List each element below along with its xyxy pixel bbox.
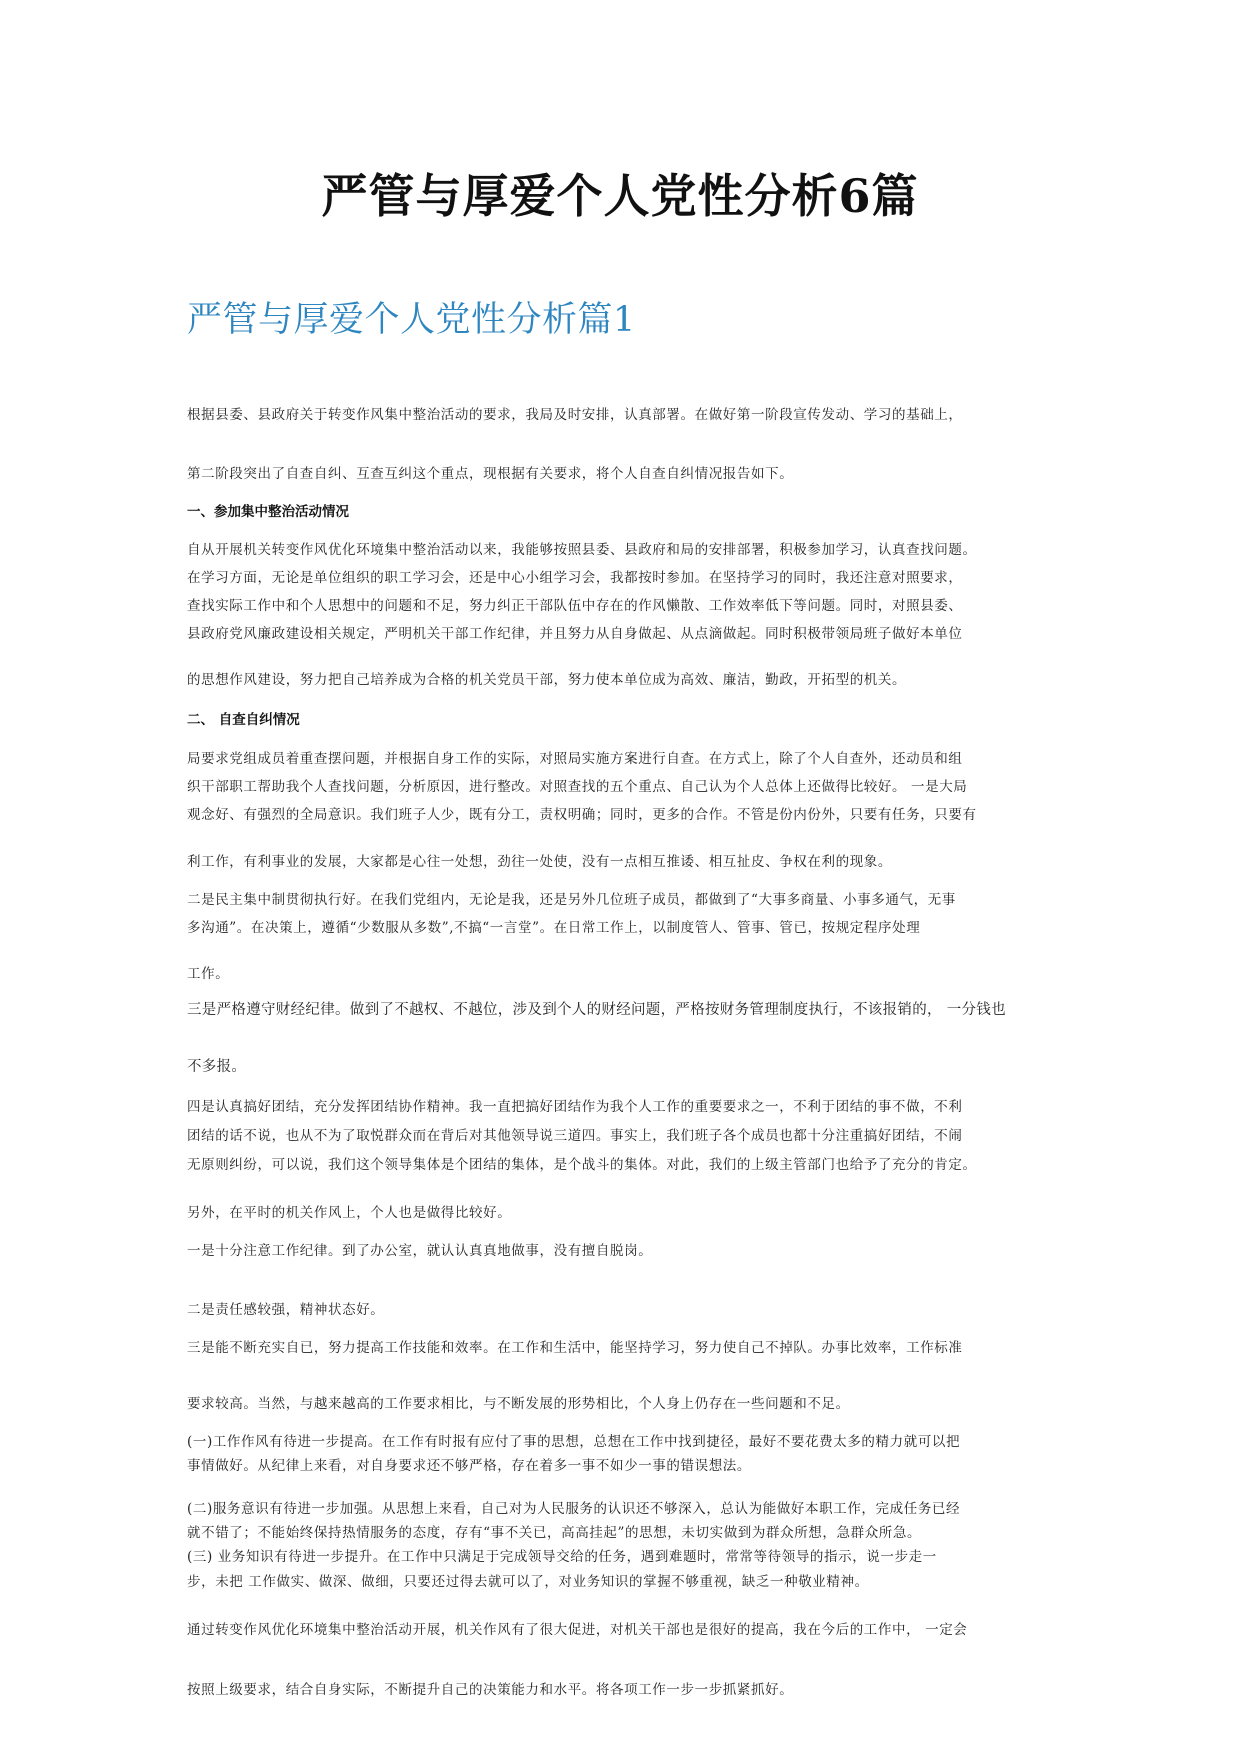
paragraph-line: 的思想作风建设，努力把自己培养成为合格的机关党员干部，努力使本单位成为高效、廉洁，勤政，开拓型的机关。 [187, 672, 907, 688]
paragraph-line: 二是责任感较强，精神状态好。 [187, 1302, 385, 1318]
paragraph-line: 多沟通”。在决策上，遵循“少数服从多数”,不搞“一言堂”。在日常工作上，以制度管人、管事、管已，按规定程序处理 [187, 920, 921, 936]
paragraph-line: (三) 业务知识有待进一步提升。在工作中只满足于完成领导交给的任务，遇到难题时，常常等待领导的指示，说一步走一 [187, 1549, 937, 1565]
paragraph-line: 县政府党风廉政建设相关规定，严明机关干部工作纪律，并且努力从自身做起、从点滴做起。同时积极带领局班子做好本单位 [187, 626, 963, 642]
paragraph-line: 三是能不断充实自已，努力提高工作技能和效率。在工作和生活中，能坚持学习，努力使自己不掉队。办事比效率，工作标准 [187, 1340, 963, 1356]
paragraph-line: (一)工作作风有待进一步提高。在工作有时报有应付了事的思想，总想在工作中找到捷径，最好不要花费太多的精力就可以把 [187, 1434, 961, 1450]
paragraph-line: 三是严格遵守财经纪律。做到了不越权、不越位，涉及到个人的财经问题，严格按财务管理制度执行，不该报销的， 一分钱也 [187, 1002, 1006, 1018]
paragraph-line: 一是十分注意工作纪律。到了办公室，就认认真真地做事，没有擅自脱岗。 [187, 1243, 653, 1259]
section-heading: 二、 自查自纠情况 [187, 712, 300, 728]
paragraph-line: 自从开展机关转变作风优化环境集中整治活动以来，我能够按照县委、县政府和局的安排部署，积极参加学习，认真查找问题。 [187, 542, 977, 558]
paragraph-line: 按照上级要求，结合自身实际，不断提升自己的决策能力和水平。将各项工作一步一步抓紧抓好。 [187, 1682, 794, 1698]
paragraph-line: 就不错了；不能始终保持热情服务的态度，存有“事不关已，高高挂起”的思想，未切实做到为群众所想，急群众所急。 [187, 1525, 922, 1541]
paragraph-line: 查找实际工作中和个人思想中的问题和不足，努力纠正干部队伍中存在的作风懒散、工作效率低下等问题。同时，对照县委、 [187, 598, 963, 614]
paragraph-line: 观念好、有强烈的全局意识。我们班子人少，既有分工，责权明确；同时，更多的合作。不管是份内份外，只要有任务，只要有 [187, 807, 977, 823]
paragraph-line: 织干部职工帮助我个人查找问题，分析原因，进行整改。对照查找的五个重点、自己认为个人总体上还做得比较好。 一是大局 [187, 779, 968, 795]
section-title: 严管与厚爱个人党性分析篇1 [187, 300, 636, 340]
paragraph-line: 局要求党组成员着重查摆问题，并根据自身工作的实际，对照局实施方案进行自查。在方式上，除了个人自查外，还动员和组 [187, 751, 963, 767]
paragraph-line: 二是民主集中制贯彻执行好。在我们党组内，无论是我，还是另外几位班子成员，都做到了“大事多商量、小事多通气，无事 [187, 892, 956, 908]
paragraph-line: 利工作，有利事业的发展，大家都是心往一处想，劲往一处使，没有一点相互推诿、相互扯皮、争权在利的现象。 [187, 854, 892, 870]
paragraph-line: 四是认真搞好团结，充分发挥团结协作精神。我一直把搞好团结作为我个人工作的重要要求之一，不利于团结的事不做，不利 [187, 1099, 963, 1115]
paragraph-line: 不多报。 [187, 1059, 247, 1075]
section-heading: 一、参加集中整治活动情况 [187, 504, 349, 520]
paragraph-line: 无原则纠纷，可以说，我们这个领导集体是个团结的集体，是个战斗的集体。对此，我们的上级主管部门也给予了充分的肯定。 [187, 1157, 977, 1173]
document-title: 严管与厚爱个人党性分析6篇 [321, 169, 919, 223]
paragraph-line: 步，未把 工作做实、做深、做细，只要还过得去就可以了，对业务知识的掌握不够重视，缺乏一种敬业精神。 [187, 1574, 869, 1590]
paragraph-line: 第二阶段突出了自查自纠、互查互纠这个重点，现根据有关要求，将个人自查自纠情况报告如下。 [187, 466, 794, 482]
paragraph-line: 事情做好。从纪律上来看，对自身要求还不够严格，存在着多一事不如少一事的错误想法。 [187, 1458, 751, 1474]
paragraph-line: 根据县委、县政府关于转变作风集中整治活动的要求，我局及时安排，认真部署。在做好第一阶段宣传发动、学习的基础上， [187, 407, 963, 423]
paragraph-line: 工作。 [187, 966, 230, 982]
paragraph-line: (二)服务意识有待进一步加强。从思想上来看，自己对为人民服务的认识还不够深入，总认为能做好本职工作，完成任务已经 [187, 1501, 961, 1517]
paragraph-line: 通过转变作风优化环境集中整治活动开展，机关作风有了很大促进，对机关干部也是很好的提高，我在今后的工作中， 一定会 [187, 1622, 968, 1638]
paragraph-line: 团结的话不说，也从不为了取悦群众而在背后对其他领导说三道四。事实上，我们班子各个成员也都十分注重搞好团结，不闹 [187, 1128, 963, 1144]
paragraph-line: 在学习方面，无论是单位组织的职工学习会，还是中心小组学习会，我都按时参加。在坚持学习的同时，我还注意对照要求， [187, 570, 963, 586]
paragraph-line: 要求较高。当然，与越来越高的工作要求相比，与不断发展的形势相比，个人身上仍存在一些问题和不足。 [187, 1396, 850, 1412]
paragraph-line: 另外，在平时的机关作风上，个人也是做得比较好。 [187, 1205, 512, 1221]
